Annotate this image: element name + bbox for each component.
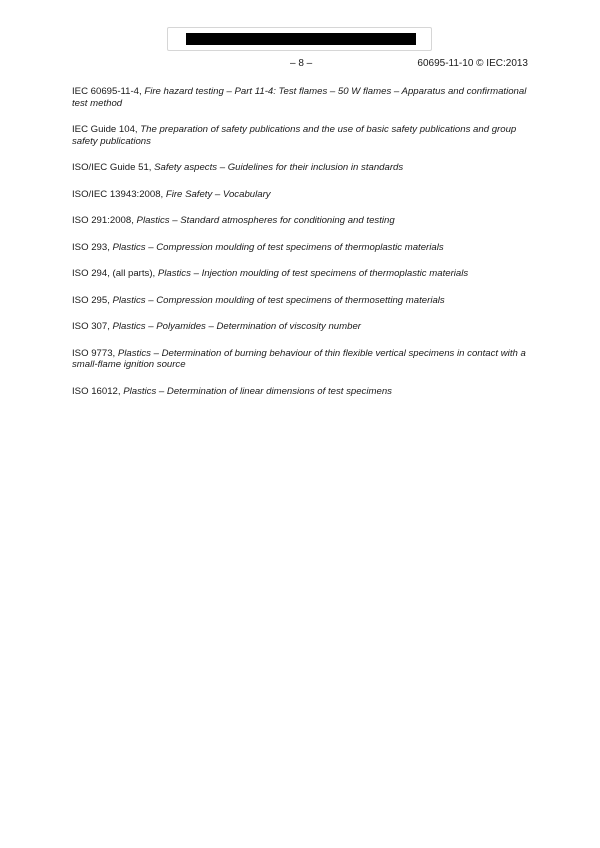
reference-title: Plastics – Compression moulding of test specimens of thermoplastic materials <box>112 241 444 253</box>
reference-list <box>72 86 529 412</box>
reference-item <box>72 321 529 333</box>
reference-id: ISO/IEC Guide 51, <box>72 162 155 173</box>
reference-id: ISO/IEC 13943:2008, <box>72 188 166 200</box>
reference-id: IEC 60695-11-4, <box>72 86 145 97</box>
reference-id: ISO 9773, <box>72 347 118 359</box>
reference-id: ISO 291:2008, <box>72 215 137 226</box>
reference-id: ISO 16012, <box>72 385 124 397</box>
page-number: – 8 – <box>290 58 313 69</box>
reference-title: Fire hazard testing – Part 11-4: Test flames – 50 W flames – Apparatus and confirmational test method <box>72 86 527 109</box>
reference-item <box>72 162 529 174</box>
document-id: 60695-11-10 © IEC:2013 <box>417 58 528 69</box>
reference-title: Plastics – Polyamides – Determination of viscosity number <box>112 321 362 332</box>
redaction-box <box>167 27 432 51</box>
reference-item <box>72 189 529 201</box>
reference-item <box>72 348 529 371</box>
reference-id: IEC Guide 104, <box>72 124 141 135</box>
reference-item <box>72 295 529 307</box>
reference-item <box>72 242 529 254</box>
reference-id: ISO 307, <box>72 321 113 332</box>
reference-title: Plastics – Determination of linear dimensions of test specimens <box>123 385 392 397</box>
reference-id: ISO 293, <box>72 241 113 253</box>
reference-item <box>72 86 529 109</box>
reference-item <box>72 124 529 147</box>
reference-title: Plastics – Compression moulding of test specimens of thermosetting materials <box>112 294 445 306</box>
reference-title: Plastics – Determination of burning behaviour of thin flexible vertical specimens in contact with a small-flame ignition source <box>72 347 526 370</box>
reference-title: Safety aspects – Guidelines for their inclusion in standards <box>154 162 404 173</box>
reference-item <box>72 215 529 227</box>
redaction-bar <box>186 33 416 45</box>
reference-item <box>72 268 529 280</box>
reference-title: Plastics – Injection moulding of test specimens of thermoplastic materials <box>157 268 469 279</box>
reference-item <box>72 386 529 398</box>
reference-title: Fire Safety – Vocabulary <box>165 188 271 200</box>
page-header <box>72 58 528 70</box>
reference-id: ISO 294, (all parts), <box>72 268 158 279</box>
reference-id: ISO 295, <box>72 294 113 306</box>
reference-title: The preparation of safety publications and the use of basic safety publications and group safety publications <box>72 124 517 147</box>
reference-title: Plastics – Standard atmospheres for conditioning and testing <box>136 215 395 226</box>
